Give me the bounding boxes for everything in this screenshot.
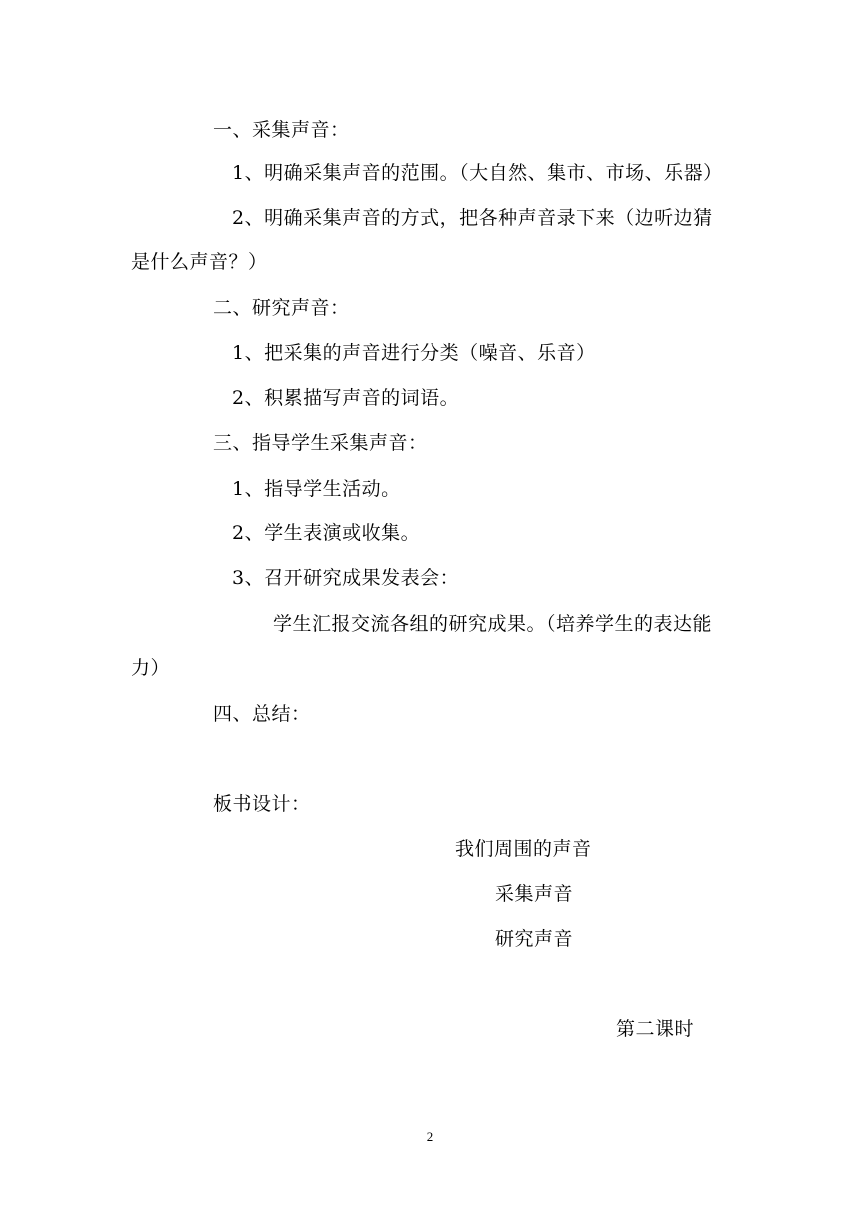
- section-one-item-2-line-2: 是什么声音？）: [131, 251, 268, 273]
- section-two-item-1: 1、把采集的声音进行分类（噪音、乐音）: [232, 342, 596, 364]
- section-three-item-3: 3、召开研究成果发表会：: [232, 567, 460, 589]
- section-three-note-line-1: 学生汇报交流各组的研究成果。（培养学生的表达能: [273, 613, 713, 635]
- board-design-point-1: 采集声音: [495, 883, 574, 905]
- page-number: 2: [426, 1129, 434, 1144]
- section-heading-summary: 四、总结：: [213, 703, 311, 725]
- section-heading-study-sounds: 二、研究声音：: [213, 297, 350, 319]
- board-design-title: 我们周围的声音: [455, 838, 592, 860]
- section-one-item-1: 1、明确采集声音的范围。（大自然、集市、市场、乐器）: [232, 162, 723, 184]
- section-two-item-2: 2、积累描写声音的词语。: [232, 387, 460, 409]
- section-heading-guide-students: 三、指导学生采集声音：: [213, 432, 428, 454]
- board-design-point-2: 研究声音: [495, 928, 574, 950]
- section-three-item-2: 2、学生表演或收集。: [232, 522, 421, 544]
- board-design-label: 板书设计：: [213, 793, 311, 815]
- section-three-note-line-2: 力）: [131, 657, 171, 679]
- section-three-item-1: 1、指导学生活动。: [232, 478, 401, 500]
- section-heading-collect-sounds: 一、采集声音：: [213, 119, 350, 141]
- next-lesson-heading: 第二课时: [616, 1018, 695, 1040]
- section-one-item-2-line-1: 2、明确采集声音的方式，把各种声音录下来（边听边猜: [232, 207, 713, 229]
